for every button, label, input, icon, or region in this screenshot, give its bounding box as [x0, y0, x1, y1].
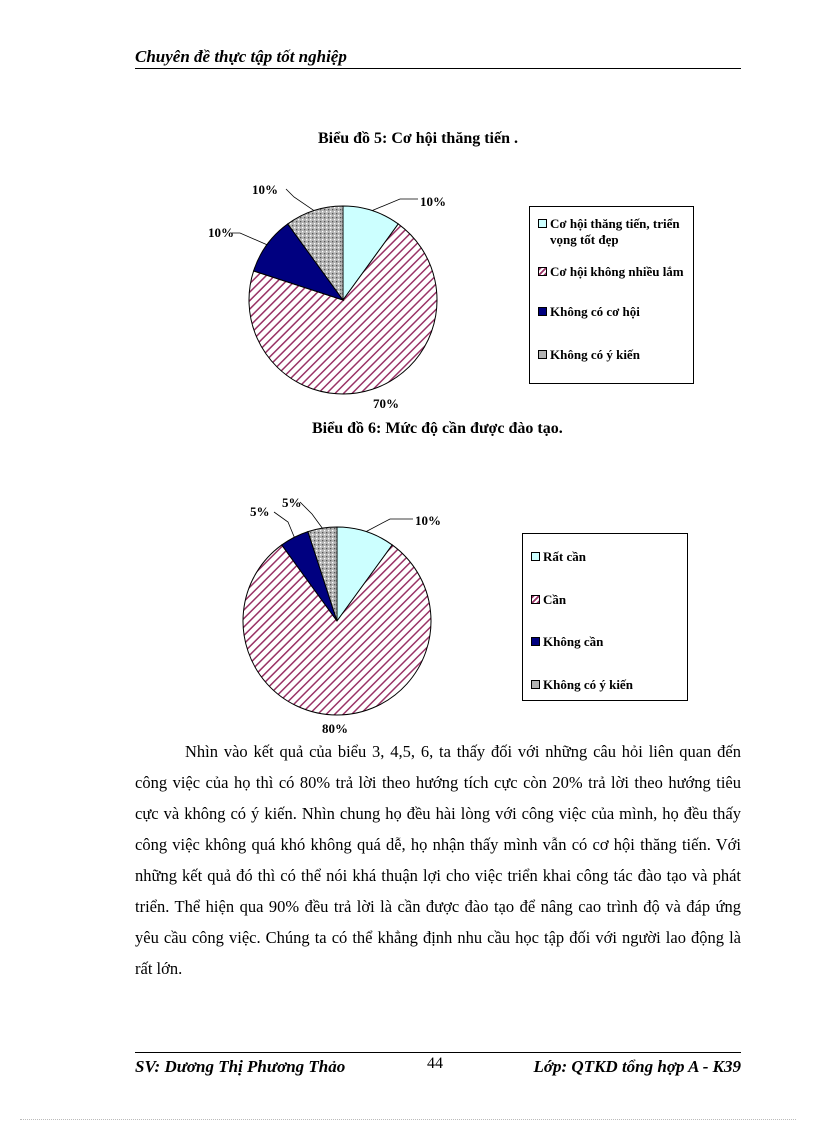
page-number: 44	[427, 1055, 443, 1072]
slice-value-label: 10%	[208, 225, 234, 240]
chart-6-legend	[522, 533, 688, 701]
slice-value-label: 5%	[282, 495, 302, 510]
body-paragraph: Nhìn vào kết quả của biểu 3, 4,5, 6, ta thấy đối với những câu hỏi liên quan đến công việc của họ thì có 80% trả lời theo hướng tích cực còn 20% trả lời theo hướng tiêu cực và không có ý kiến. Nhìn chung họ đều hài lòng với công việc của mình, họ đều thấy công việc không quá khó không quá dễ, họ nhận thấy mình vẫn có cơ hội thăng tiến. Với những kết quả đó thì có thể nói khá thuận lợi cho việc triển khai công tác đào tạo và phát triển. Thể hiện qua 90% đều trả lời là cần được đào tạo để nâng cao trình độ và đáp ứng yêu cầu công việc. Chúng ta có thể khẳng định nhu cầu học tập đối với người lao động là rất lớn.	[135, 742, 741, 978]
legend-item	[538, 347, 640, 363]
legend-swatch	[531, 637, 540, 646]
legend-label: Cần	[543, 592, 567, 607]
legend-label: Không có ý kiến	[550, 347, 640, 362]
slice-value-label: 80%	[322, 721, 348, 736]
leader-line	[232, 233, 267, 245]
legend-label: Rất cần	[543, 549, 586, 564]
legend-swatch	[538, 219, 547, 228]
slice-value-label: 5%	[250, 504, 270, 519]
slice-value-label: 70%	[373, 396, 399, 411]
chart-6-title: Biểu đồ 6: Mức độ cần được đào tạo.	[312, 420, 563, 437]
leader-line	[286, 189, 314, 211]
legend-item	[531, 634, 603, 650]
legend-item	[531, 677, 633, 693]
legend-label: Cơ hội thăng tiến, triển vọng tốt đẹp	[550, 216, 680, 247]
legend-swatch	[538, 267, 547, 276]
legend-swatch	[538, 307, 547, 316]
legend-label: Không có ý kiến	[543, 677, 633, 692]
slice-value-label: 10%	[252, 182, 278, 197]
slice-value-label: 10%	[420, 194, 446, 209]
legend-item	[538, 216, 693, 248]
page-footer	[135, 1052, 741, 1083]
chart-5-legend	[529, 206, 694, 384]
legend-item	[531, 592, 566, 608]
footer-class: Lớp: QTKD tổng hợp A - K39	[533, 1057, 741, 1076]
leader-line	[372, 199, 418, 211]
pie-chart-6	[240, 494, 460, 739]
leader-line	[300, 502, 322, 528]
legend-label: Không cần	[543, 634, 604, 649]
legend-swatch	[531, 680, 540, 689]
footer-student: SV: Dương Thị Phương Thảo	[135, 1057, 346, 1076]
pie-chart-5	[208, 175, 460, 415]
leader-line	[274, 512, 294, 537]
legend-swatch	[531, 552, 540, 561]
legend-swatch	[531, 595, 540, 604]
page-header	[135, 46, 741, 69]
bottom-divider	[20, 1119, 796, 1120]
legend-swatch	[538, 350, 547, 359]
legend-label: Cơ hội không nhiều lắm	[550, 264, 684, 279]
legend-item	[531, 549, 586, 565]
chart-5-title: Biểu đồ 5: Cơ hội thăng tiến .	[318, 130, 518, 147]
header-title: Chuyên đề thực tập tốt nghiệp	[135, 47, 347, 66]
legend-item	[538, 304, 640, 320]
legend-item	[538, 264, 684, 280]
slice-value-label: 10%	[415, 513, 441, 528]
leader-line	[366, 519, 413, 532]
legend-label: Không có cơ hội	[550, 304, 640, 319]
